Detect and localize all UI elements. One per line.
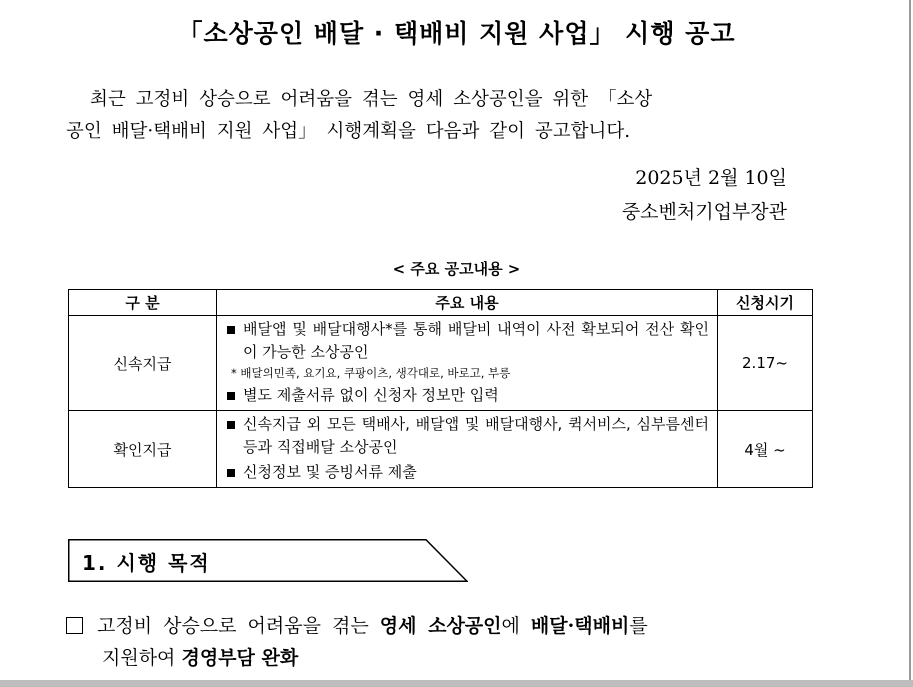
row-period: 2.17~ xyxy=(718,316,813,411)
purpose-item xyxy=(66,610,796,674)
section-heading-box xyxy=(68,539,468,582)
table-caption: < 주요 공고내용 > xyxy=(392,260,521,278)
purpose-text: 에 xyxy=(501,615,531,637)
page-title: 「소상공인 배달 · 택배비 지원 사업」 시행 공고 xyxy=(177,19,736,48)
footnote: * 배달의민족, 요기요, 쿠팡이츠, 생각대로, 바로고, 부릉 xyxy=(231,366,511,380)
row-category: 확인지급 xyxy=(69,411,217,488)
row-content xyxy=(217,411,718,488)
purpose-text: 고정비 상승으로 어려움을 겪는 xyxy=(97,615,380,637)
intro-paragraph xyxy=(66,84,796,148)
purpose-emphasis: 경영부담 완화 xyxy=(181,647,299,669)
purpose-emphasis: 영세 소상공인 xyxy=(379,615,502,637)
table-header-row xyxy=(69,290,813,316)
table-row xyxy=(69,411,813,488)
purpose-text: 지원하여 xyxy=(102,647,182,669)
list-item: 별도 제출서류 없이 신청자 정보만 입력 xyxy=(225,384,709,407)
checkbox-icon xyxy=(66,617,83,634)
notice-signer: 중소벤처기업부장관 xyxy=(621,201,787,223)
header-category: 구 분 xyxy=(69,290,217,316)
row-period: 4월 ~ xyxy=(718,411,813,488)
header-content: 주요 내용 xyxy=(217,290,718,316)
section-heading: 1. 시행 목적 xyxy=(82,551,211,575)
table-row xyxy=(69,316,813,411)
intro-line-2: 공인 배달·택배비 지원 사업」 시행계획을 다음과 같이 공고합니다. xyxy=(66,121,631,142)
list-item: 배달앱 및 배달대행사*를 통해 배달비 내역이 사전 확보되어 전산 확인이 가능한 소상공인 xyxy=(225,318,709,364)
page-bottom-edge xyxy=(0,680,913,687)
purpose-emphasis: 배달·택배비 xyxy=(530,615,630,637)
notice-table xyxy=(68,289,813,488)
header-period: 신청시기 xyxy=(718,290,813,316)
list-item: 신청정보 및 증빙서류 제출 xyxy=(225,461,709,484)
purpose-text: 를 xyxy=(629,615,648,637)
notice-date: 2025년 2월 10일 xyxy=(635,167,787,189)
intro-line-1: 최근 고정비 상승으로 어려움을 겪는 영세 소상공인을 위한 「소상 xyxy=(90,89,653,110)
row-content xyxy=(217,316,718,411)
list-item: 신속지급 외 모든 택배사, 배달앱 및 배달대행사, 퀵서비스, 심부름센터 등과 직접배달 소상공인 xyxy=(225,413,709,459)
row-category: 신속지급 xyxy=(69,316,217,411)
